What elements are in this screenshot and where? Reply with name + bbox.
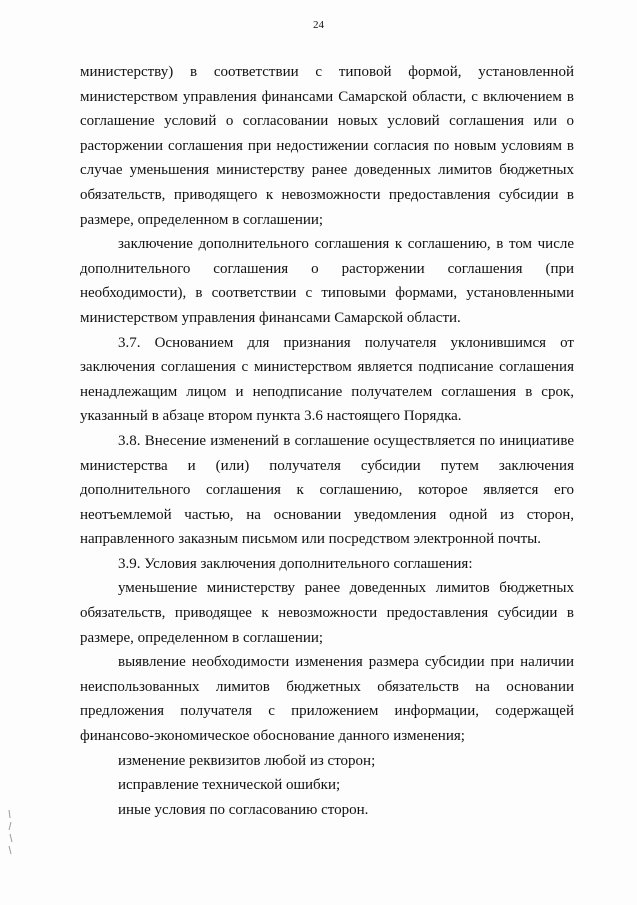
scan-edge-mark xyxy=(6,808,18,860)
paragraph-3-9: 3.9. Условия заключения дополнительного соглашения: xyxy=(118,555,473,572)
paragraph-continuation: министерству) в соответствии с типовой формой, установленной министерством управления финансами Самарской области, с включением в соглашение условий о согласовании новых условий соглашения или о расторжении соглашения при недостижении согласия по новым условиям в случае уменьшения министерству ранее доведенных лимитов бюджетных обязательств, приводящего к невозможности предоставления субсидии в размере, определенном в соглашении; xyxy=(80,64,574,228)
list-item-change-size: выявление необходимости изменения размера субсидии при наличии неиспользованных лимитов бюджетных обязательств на основании предложения получателя с приложением информации, содержащей финансово-экономическое обоснование данного изменения; xyxy=(80,654,574,745)
paragraph-3-7: 3.7. Основанием для признания получателя уклонившимся от заключения соглашения с министерством является подписание соглашения ненадлежащим лицом и неподписание получателем соглашения в срок, указанный в абзаце втором пункта 3.6 настоящего Порядка. xyxy=(80,334,574,425)
document-body xyxy=(80,60,574,822)
paragraph-3-8: 3.8. Внесение изменений в соглашение осуществляется по инициативе министерства и (или) получателя субсидии путем заключения дополнительного соглашения к соглашению, которое является его неотъемлемой частью, на основании уведомления одной из сторон, направленного заказным письмом или посредством электронной почты. xyxy=(80,432,574,548)
page-number: 24 xyxy=(313,19,324,31)
paragraph-additional-agreement: заключение дополнительного соглашения к соглашению, в том числе дополнительного соглашения о расторжении соглашения (при необходимости), в соответствии с типовыми формами, установленными министерством управления финансами Самарской области. xyxy=(80,236,574,326)
list-item-reduction: уменьшение министерству ранее доведенных лимитов бюджетных обязательств, приводящее к невозможности предоставления субсидии в размере, определенном в соглашении; xyxy=(80,580,574,646)
list-item-details-change: изменение реквизитов любой из сторон; xyxy=(118,752,376,769)
list-item-technical-error: исправление технической ошибки; xyxy=(118,777,341,794)
list-item-other-conditions: иные условия по согласованию сторон. xyxy=(118,801,369,818)
